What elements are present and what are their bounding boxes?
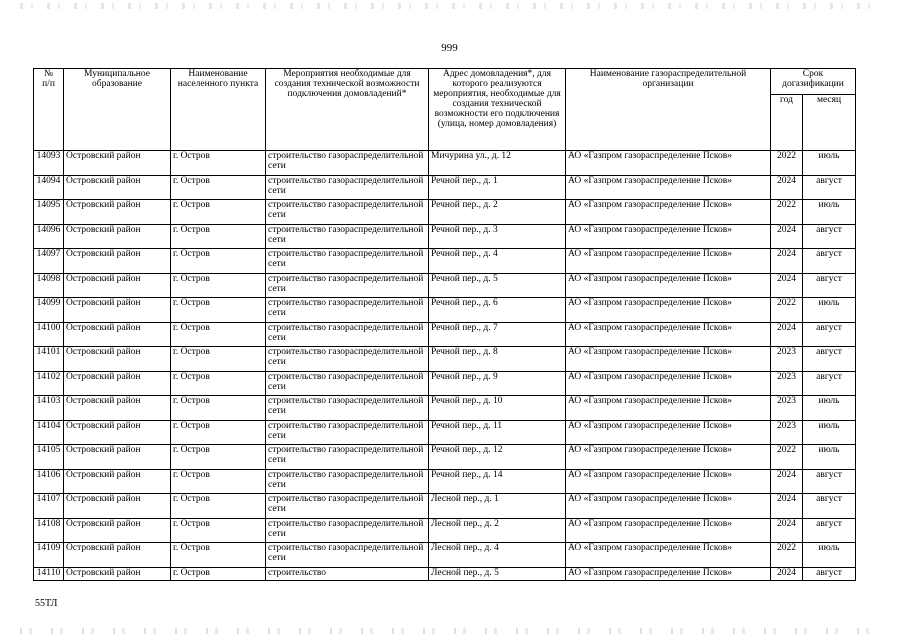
cell-measures: строительство	[266, 567, 429, 580]
cell-address: Речной пер., д. 2	[429, 200, 566, 225]
cell-settlement: г. Остров	[171, 469, 266, 494]
cell-settlement: г. Остров	[171, 543, 266, 568]
cell-address: Речной пер., д. 14	[429, 469, 566, 494]
cell-year: 2024	[771, 175, 803, 200]
table-body	[34, 151, 856, 581]
cell-settlement: г. Остров	[171, 298, 266, 323]
table-row	[34, 273, 856, 298]
cell-gas-org: АО «Газпром газораспределение Псков»	[566, 151, 771, 176]
cell-municipality: Островский район	[64, 494, 171, 519]
cell-month: июль	[803, 543, 856, 568]
cell-settlement: г. Остров	[171, 175, 266, 200]
cell-address: Лесной пер., д. 2	[429, 518, 566, 543]
cell-municipality: Островский район	[64, 518, 171, 543]
cell-municipality: Островский район	[64, 567, 171, 580]
cell-municipality: Островский район	[64, 371, 171, 396]
cell-num: 14099	[34, 298, 64, 323]
cell-municipality: Островский район	[64, 200, 171, 225]
scan-artifact-top	[20, 3, 880, 9]
cell-municipality: Островский район	[64, 420, 171, 445]
table-row	[34, 396, 856, 421]
table-header	[34, 69, 856, 151]
header-deadline: Срок догазификации	[771, 69, 856, 95]
cell-measures: строительство газораспределительной сети	[266, 249, 429, 274]
cell-measures: строительство газораспределительной сети	[266, 200, 429, 225]
cell-gas-org: АО «Газпром газораспределение Псков»	[566, 273, 771, 298]
cell-municipality: Островский район	[64, 249, 171, 274]
cell-num: 14097	[34, 249, 64, 274]
cell-year: 2024	[771, 224, 803, 249]
cell-gas-org: АО «Газпром газораспределение Псков»	[566, 469, 771, 494]
cell-month: август	[803, 567, 856, 580]
table-row	[34, 200, 856, 225]
cell-settlement: г. Остров	[171, 249, 266, 274]
cell-measures: строительство газораспределительной сети	[266, 151, 429, 176]
cell-address: Речной пер., д. 3	[429, 224, 566, 249]
table-row	[34, 175, 856, 200]
cell-gas-org: АО «Газпром газораспределение Псков»	[566, 396, 771, 421]
cell-year: 2024	[771, 567, 803, 580]
cell-month: август	[803, 273, 856, 298]
table-row	[34, 445, 856, 470]
cell-settlement: г. Остров	[171, 347, 266, 372]
cell-gas-org: АО «Газпром газораспределение Псков»	[566, 347, 771, 372]
cell-num: 14106	[34, 469, 64, 494]
cell-municipality: Островский район	[64, 469, 171, 494]
cell-measures: строительство газораспределительной сети	[266, 371, 429, 396]
cell-address: Речной пер., д. 9	[429, 371, 566, 396]
cell-num: 14102	[34, 371, 64, 396]
cell-settlement: г. Остров	[171, 396, 266, 421]
table-row	[34, 224, 856, 249]
table-row	[34, 518, 856, 543]
cell-month: июль	[803, 445, 856, 470]
cell-year: 2022	[771, 445, 803, 470]
cell-settlement: г. Остров	[171, 371, 266, 396]
cell-settlement: г. Остров	[171, 420, 266, 445]
cell-municipality: Островский район	[64, 298, 171, 323]
cell-municipality: Островский район	[64, 347, 171, 372]
table-row	[34, 322, 856, 347]
cell-settlement: г. Остров	[171, 518, 266, 543]
cell-measures: строительство газораспределительной сети	[266, 273, 429, 298]
cell-gas-org: АО «Газпром газораспределение Псков»	[566, 298, 771, 323]
cell-year: 2022	[771, 543, 803, 568]
header-month: месяц	[803, 95, 856, 151]
cell-address: Речной пер., д. 10	[429, 396, 566, 421]
cell-month: август	[803, 518, 856, 543]
page-number: 999	[441, 42, 458, 54]
cell-address: Мичурина ул., д. 12	[429, 151, 566, 176]
cell-num: 14110	[34, 567, 64, 580]
cell-num: 14108	[34, 518, 64, 543]
cell-gas-org: АО «Газпром газораспределение Псков»	[566, 371, 771, 396]
cell-num: 14103	[34, 396, 64, 421]
cell-settlement: г. Остров	[171, 567, 266, 580]
cell-address: Речной пер., д. 7	[429, 322, 566, 347]
cell-settlement: г. Остров	[171, 273, 266, 298]
table-row	[34, 371, 856, 396]
cell-num: 14098	[34, 273, 64, 298]
header-num: № п/п	[34, 69, 64, 151]
cell-num: 14093	[34, 151, 64, 176]
cell-year: 2023	[771, 420, 803, 445]
header-gas-org: Наименование газораспределительной организации	[566, 69, 771, 151]
cell-measures: строительство газораспределительной сети	[266, 347, 429, 372]
cell-gas-org: АО «Газпром газораспределение Псков»	[566, 249, 771, 274]
table-row	[34, 567, 856, 580]
cell-municipality: Островский район	[64, 224, 171, 249]
cell-num: 14109	[34, 543, 64, 568]
cell-month: июль	[803, 151, 856, 176]
cell-measures: строительство газораспределительной сети	[266, 518, 429, 543]
gasification-table	[33, 68, 856, 581]
cell-municipality: Островский район	[64, 543, 171, 568]
cell-num: 14105	[34, 445, 64, 470]
cell-settlement: г. Остров	[171, 322, 266, 347]
cell-gas-org: АО «Газпром газораспределение Псков»	[566, 518, 771, 543]
cell-month: июль	[803, 396, 856, 421]
cell-num: 14096	[34, 224, 64, 249]
cell-year: 2022	[771, 200, 803, 225]
cell-address: Речной пер., д. 1	[429, 175, 566, 200]
scan-artifact-bottom	[20, 628, 880, 634]
table-row	[34, 494, 856, 519]
cell-gas-org: АО «Газпром газораспределение Псков»	[566, 200, 771, 225]
table-row	[34, 249, 856, 274]
cell-year: 2024	[771, 518, 803, 543]
cell-gas-org: АО «Газпром газораспределение Псков»	[566, 175, 771, 200]
cell-year: 2023	[771, 396, 803, 421]
cell-num: 14094	[34, 175, 64, 200]
cell-measures: строительство газораспределительной сети	[266, 494, 429, 519]
cell-month: июль	[803, 420, 856, 445]
cell-gas-org: АО «Газпром газораспределение Псков»	[566, 224, 771, 249]
cell-num: 14104	[34, 420, 64, 445]
cell-year: 2023	[771, 371, 803, 396]
cell-gas-org: АО «Газпром газораспределение Псков»	[566, 322, 771, 347]
cell-address: Лесной пер., д. 1	[429, 494, 566, 519]
cell-gas-org: АО «Газпром газораспределение Псков»	[566, 494, 771, 519]
cell-municipality: Островский район	[64, 151, 171, 176]
cell-num: 14101	[34, 347, 64, 372]
cell-month: август	[803, 347, 856, 372]
cell-year: 2024	[771, 273, 803, 298]
cell-num: 14095	[34, 200, 64, 225]
table-row	[34, 543, 856, 568]
cell-municipality: Островский район	[64, 396, 171, 421]
cell-month: июль	[803, 200, 856, 225]
cell-month: август	[803, 175, 856, 200]
cell-measures: строительство газораспределительной сети	[266, 420, 429, 445]
cell-address: Речной пер., д. 6	[429, 298, 566, 323]
cell-year: 2024	[771, 494, 803, 519]
cell-address: Речной пер., д. 4	[429, 249, 566, 274]
cell-address: Лесной пер., д. 5	[429, 567, 566, 580]
table-row	[34, 151, 856, 176]
cell-measures: строительство газораспределительной сети	[266, 175, 429, 200]
cell-year: 2024	[771, 249, 803, 274]
cell-num: 14107	[34, 494, 64, 519]
cell-year: 2022	[771, 151, 803, 176]
cell-measures: строительство газораспределительной сети	[266, 543, 429, 568]
cell-gas-org: АО «Газпром газораспределение Псков»	[566, 567, 771, 580]
cell-settlement: г. Остров	[171, 224, 266, 249]
header-measures: Мероприятия необходимые для создания технической возможности подключения домовладений*	[266, 69, 429, 151]
cell-num: 14100	[34, 322, 64, 347]
cell-address: Речной пер., д. 8	[429, 347, 566, 372]
table-row	[34, 298, 856, 323]
table-row	[34, 469, 856, 494]
cell-municipality: Островский район	[64, 175, 171, 200]
header-settlement: Наименование населенного пункта	[171, 69, 266, 151]
cell-month: август	[803, 224, 856, 249]
header-municipality: Муниципальное образование	[64, 69, 171, 151]
cell-month: август	[803, 371, 856, 396]
cell-measures: строительство газораспределительной сети	[266, 322, 429, 347]
cell-settlement: г. Остров	[171, 445, 266, 470]
cell-settlement: г. Остров	[171, 494, 266, 519]
cell-year: 2022	[771, 298, 803, 323]
cell-measures: строительство газораспределительной сети	[266, 396, 429, 421]
cell-measures: строительство газораспределительной сети	[266, 298, 429, 323]
cell-month: август	[803, 469, 856, 494]
cell-measures: строительство газораспределительной сети	[266, 445, 429, 470]
cell-settlement: г. Остров	[171, 151, 266, 176]
cell-address: Лесной пер., д. 4	[429, 543, 566, 568]
cell-gas-org: АО «Газпром газораспределение Псков»	[566, 420, 771, 445]
footer-code: 55ТЛ	[35, 598, 58, 609]
cell-municipality: Островский район	[64, 445, 171, 470]
cell-municipality: Островский район	[64, 322, 171, 347]
cell-gas-org: АО «Газпром газораспределение Псков»	[566, 445, 771, 470]
header-address: Адрес домовладения*, для которого реализуются мероприятия, необходимые для создания технической возможности его подключения (улица, номер домовладения)	[429, 69, 566, 151]
cell-year: 2024	[771, 322, 803, 347]
cell-month: июль	[803, 298, 856, 323]
cell-address: Речной пер., д. 5	[429, 273, 566, 298]
cell-settlement: г. Остров	[171, 200, 266, 225]
cell-municipality: Островский район	[64, 273, 171, 298]
cell-month: август	[803, 322, 856, 347]
cell-year: 2023	[771, 347, 803, 372]
header-year: год	[771, 95, 803, 151]
table-row	[34, 347, 856, 372]
cell-address: Речной пер., д. 11	[429, 420, 566, 445]
cell-gas-org: АО «Газпром газораспределение Псков»	[566, 543, 771, 568]
cell-month: август	[803, 249, 856, 274]
cell-month: август	[803, 494, 856, 519]
cell-year: 2024	[771, 469, 803, 494]
cell-address: Речной пер., д. 12	[429, 445, 566, 470]
cell-measures: строительство газораспределительной сети	[266, 469, 429, 494]
cell-measures: строительство газораспределительной сети	[266, 224, 429, 249]
table-row	[34, 420, 856, 445]
